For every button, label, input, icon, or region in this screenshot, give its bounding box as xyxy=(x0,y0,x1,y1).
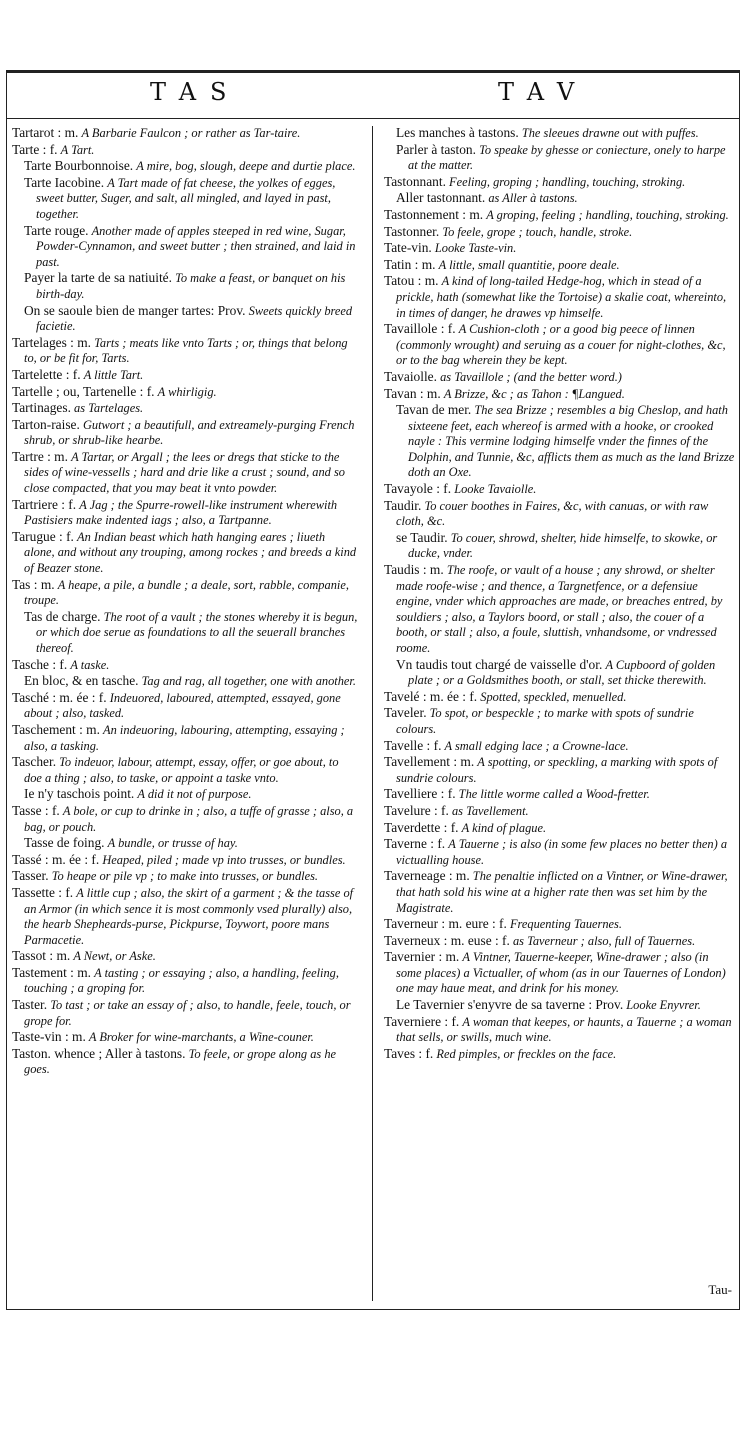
dictionary-entry xyxy=(384,820,736,837)
dictionary-entry xyxy=(12,1029,358,1046)
headword: Tassette : f. xyxy=(12,884,74,900)
dictionary-entry xyxy=(384,369,736,386)
headword: Taverneage : m. xyxy=(384,868,470,884)
definition: A woman that keepes, or haunts, a Tauerne ; a woman that sells, or swills, much wine. xyxy=(396,1014,732,1045)
sub-entry xyxy=(384,402,736,481)
headword: Tasche : f. xyxy=(12,656,68,672)
headword: Tassot : m. xyxy=(12,948,71,964)
definition: Looke Tavaiolle. xyxy=(454,482,537,497)
headword: Tastonner. xyxy=(384,223,440,239)
dictionary-entry xyxy=(384,754,736,786)
definition: A Broker for wine-marchants, a Wine-couner. xyxy=(88,1030,314,1045)
header-rule xyxy=(6,118,740,119)
sub-entry xyxy=(384,997,736,1014)
headword: Taverdette : f. xyxy=(384,819,459,835)
dictionary-entry xyxy=(384,868,736,916)
sub-entry xyxy=(384,657,736,689)
definition: A groping, feeling ; handling, touching, stroking. xyxy=(486,207,729,222)
definition: A little cup ; also, the skirt of a garment ; & the tasse of an Armor (in which sence it is most commonly vsed plurally) also, the hearb Shepheards-purse, Pickpurse, Toywort, poore mans Parmacetie. xyxy=(24,885,354,947)
headword: Tastement : m. xyxy=(12,964,92,980)
definition: A Cupboord of golden plate ; or a Goldsmithes booth, or stall, set thicke therewith. xyxy=(408,657,716,688)
dictionary-entry xyxy=(12,965,358,997)
definition: A Newt, or Aske. xyxy=(73,949,156,964)
headword: Tartelages : m. xyxy=(12,334,92,350)
dictionary-entry xyxy=(384,562,736,657)
definition: as Tavellement. xyxy=(451,803,529,818)
definition: The little worme called a Wood-fretter. xyxy=(458,787,650,802)
definition: A Tart. xyxy=(60,142,95,157)
headword: Taveler. xyxy=(384,705,427,721)
headword: Tavaiolle. xyxy=(384,368,437,384)
definition: Heaped, piled ; made vp into trusses, or bundles. xyxy=(102,852,346,867)
sub-entry xyxy=(384,125,736,142)
dictionary-entry xyxy=(12,449,358,497)
definition: A Brizze, &c ; as Tahon : ¶Langued. xyxy=(443,386,625,401)
dictionary-entry xyxy=(384,738,736,755)
right-running-head: TAV xyxy=(498,78,589,106)
dictionary-entry xyxy=(12,948,358,965)
definition: Red pimples, or freckles on the face. xyxy=(436,1046,617,1061)
sub-entry xyxy=(12,270,358,302)
dictionary-entry xyxy=(384,481,736,498)
definition: To tast ; or take an essay of ; also, to handle, feele, touch, or grope for. xyxy=(24,998,351,1028)
definition: as Taverneur ; also, full of Tauernes. xyxy=(512,933,696,948)
definition: A Cushion-cloth ; or a good big peece of linnen (commonly wrought) and seruing as a couer for night-clothes, &c, or to the bag wherein they be kept. xyxy=(396,322,726,368)
sub-entry xyxy=(384,530,736,562)
dictionary-entry xyxy=(12,400,358,417)
dictionary-entry xyxy=(12,657,358,674)
headword: Les manches à tastons. xyxy=(396,125,519,140)
definition: To heape or pile vp ; to make into trusses, or bundles. xyxy=(51,869,318,884)
definition: Indeuored, laboured, attempted, essayed, gone about ; also, tasked. xyxy=(24,690,341,721)
definition: Looke Taste-vin. xyxy=(434,241,517,256)
dictionary-entry xyxy=(384,836,736,868)
definition: Feeling, groping ; handling, touching, stroking. xyxy=(449,174,686,189)
headword: Tavelé : m. ée : f. xyxy=(384,688,478,704)
headword: Tas : m. xyxy=(12,576,55,592)
headword: Taston. whence ; Aller à tastons. xyxy=(12,1045,186,1061)
dictionary-entry xyxy=(384,1046,736,1063)
headword: Tarte Iacobine. xyxy=(24,174,105,190)
sub-entry xyxy=(12,786,358,803)
definition: An indeuoring, labouring, attempting, essaying ; also, a tasking. xyxy=(24,722,345,753)
definition: To indeuor, labour, attempt, essay, offer, or goe about, to doe a thing ; also, to taske, or appoint a taske vnto. xyxy=(24,755,339,785)
headword: Tassé : m. ée : f. xyxy=(12,851,100,867)
headword: Tatin : m. xyxy=(384,256,436,272)
definition: as Aller à tastons. xyxy=(488,191,578,206)
headword: Taudis : m. xyxy=(384,562,444,578)
right-column xyxy=(384,125,736,1305)
definition: A did it not of purpose. xyxy=(137,787,252,802)
definition: as Tartelages. xyxy=(74,401,144,416)
definition: A bundle, or trusse of hay. xyxy=(107,836,238,851)
dictionary-entry xyxy=(384,207,736,224)
definition: A little, small quantitie, poore deale. xyxy=(438,257,620,272)
definition: To couer, shrowd, shelter, hide himselfe, to skowke, or ducke, vnder. xyxy=(408,530,718,561)
headword: Tartinages. xyxy=(12,400,71,416)
headword: Tasse : f. xyxy=(12,802,60,818)
definition: as Tavaillole ; (and the better word.) xyxy=(440,369,622,384)
headword: Tavelle : f. xyxy=(384,737,442,753)
headword: Le Tavernier s'enyvre de sa taverne : Prov. xyxy=(396,997,624,1013)
headword: Tasché : m. ée : f. xyxy=(12,689,107,705)
headword: Aller tastonnant. xyxy=(396,190,486,206)
dictionary-entry xyxy=(384,1014,736,1046)
dictionary-entry xyxy=(12,142,358,159)
headword: Tavernier : m. xyxy=(384,949,460,965)
definition: Gutwort ; a beautifull, and extreamely-purging French shrub, or shrub-like hearbe. xyxy=(24,417,355,448)
dictionary-entry xyxy=(384,916,736,933)
definition: To make a feast, or banquet on his birth-day. xyxy=(36,271,346,301)
headword: Taverne : f. xyxy=(384,836,446,852)
definition: A mire, bog, slough, deepe and durtie place. xyxy=(136,159,356,174)
headword: Taverneur : m. eure : f. xyxy=(384,916,507,932)
definition: Sweets quickly breed facietie. xyxy=(36,303,353,334)
dictionary-entry xyxy=(12,497,358,529)
dictionary-entry xyxy=(12,690,358,722)
definition: A whirligig. xyxy=(157,384,217,399)
dictionary-entry xyxy=(12,1046,358,1078)
dictionary-entry xyxy=(384,705,736,737)
headword: Tasser. xyxy=(12,868,49,884)
definition: An Indian beast which hath hanging eares ; liueth alone, and without any trouping, among rockes ; and breeds a kind of Beazer stone. xyxy=(24,529,357,576)
dictionary-entry xyxy=(12,384,358,401)
dictionary-entry xyxy=(12,803,358,835)
headword: Taudir. xyxy=(384,497,422,513)
dictionary-entry xyxy=(384,273,736,321)
headword: En bloc, & en tasche. xyxy=(24,673,139,689)
dictionary-entry xyxy=(12,529,358,577)
definition: To speake by ghesse or coniecture, onely to harpe at the matter. xyxy=(408,142,726,173)
definition: Frequenting Tauernes. xyxy=(509,917,622,932)
headword: Ie n'y taschois point. xyxy=(24,786,135,802)
dictionary-entry xyxy=(384,803,736,820)
headword: Tastonnement : m. xyxy=(384,206,484,222)
headword: Taverniere : f. xyxy=(384,1013,460,1029)
headword: Tartre : m. xyxy=(12,448,68,464)
dictionary-entry xyxy=(384,240,736,257)
dictionary-entry xyxy=(384,689,736,706)
headword: Tavayole : f. xyxy=(384,481,452,497)
headword: Tasse de foing. xyxy=(24,835,105,851)
definition: A Barbarie Faulcon ; or rather as Tar-taire. xyxy=(81,126,301,140)
definition: A small edging lace ; a Crowne-lace. xyxy=(444,738,629,753)
dictionary-entry xyxy=(384,174,736,191)
dictionary-entry xyxy=(12,417,358,449)
definition: Spotted, speckled, menuelled. xyxy=(480,689,627,704)
definition: Another made of apples steeped in red wine, Sugar, Powder-Cynnamon, and sweet butter ; then strained, and laid in past. xyxy=(36,223,356,269)
sub-entry xyxy=(12,609,358,657)
definition: To spot, or bespeckle ; to marke with spots of sundrie colours. xyxy=(396,706,694,736)
headword: Taschement : m. xyxy=(12,721,100,737)
dictionary-entry xyxy=(384,933,736,950)
definition: A Jag ; the Spurre-rowell-like instrument wherewith Pastisiers make indented iags ; also, a Tartpanne. xyxy=(24,497,338,528)
sub-entry xyxy=(12,158,358,175)
headword: Tavelliere : f. xyxy=(384,786,456,802)
headword: Tavan de mer. xyxy=(396,402,472,418)
headword: Tartelette : f. xyxy=(12,366,81,382)
headword: Taves : f. xyxy=(384,1045,434,1061)
catchword: Tau- xyxy=(708,1282,732,1297)
dictionary-entry xyxy=(12,885,358,948)
definition: A Tartar, or Argall ; the lees or dregs that sticke to the sides of wine-vessells ; hard and drie like a crust ; sound, and so close compacted, that you may beat it vnto powder. xyxy=(24,449,345,496)
dictionary-entry xyxy=(12,868,358,885)
definition: To feele, or grope along as he goes. xyxy=(24,1046,337,1077)
definition: A Vintner, Tauerne-keeper, Wine-drawer ; also (in some places) a Victualler, of whom (as in our Tauernes of London) one may haue meat, and drink for his money. xyxy=(396,950,726,996)
dictionary-entry xyxy=(384,257,736,274)
dictionary-entry xyxy=(12,852,358,869)
dictionary-entry xyxy=(12,335,358,367)
sub-entry xyxy=(12,303,358,335)
definition: A heape, a pile, a bundle ; a deale, sort, rabble, companie, troupe. xyxy=(24,577,349,608)
sub-entry xyxy=(12,223,358,271)
definition: The roofe, or vault of a house ; any shrowd, or shelter made roofe-wise ; and thence, a Targnetfence, or a defensiue engine, vnder which approaches are made, or breaches entred, by souldiers ; also, a Taylors boord, or stall ; also, the couer of a booth, or stall ; also, a foule, sluttish, vnhandsome, or vndressed roome. xyxy=(396,563,723,655)
left-running-head: TAS xyxy=(150,78,241,106)
headword: Tarte : f. xyxy=(12,141,58,157)
definition: A spotting, or speckling, a marking with spots of sundrie colours. xyxy=(396,755,718,785)
headword: Tavellement : m. xyxy=(384,754,475,770)
sub-entry xyxy=(12,835,358,852)
definition: A tasting ; or essaying ; also, a handling, feeling, touching ; a groping for. xyxy=(24,965,339,996)
definition: The sleeues drawne out with puffes. xyxy=(521,126,699,140)
dictionary-entry xyxy=(12,754,358,786)
definition: The root of a vault ; the stones whereby it is begun, or which doe serue as foundations to all the seuerall branches thereof. xyxy=(36,609,358,655)
definition: A bole, or cup to drinke in ; also, a tuffe of grasse ; also, a bag, or pouch. xyxy=(24,803,354,834)
headword: Tatou : m. xyxy=(384,273,439,289)
headword: se Taudir. xyxy=(396,529,448,545)
headword: Taste-vin : m. xyxy=(12,1029,86,1045)
headword: Tavan : m. xyxy=(384,385,441,401)
definition: A kind of plague. xyxy=(461,820,547,835)
headword: Tartelle ; ou, Tartenelle : f. xyxy=(12,383,155,399)
headword: Tarton-raise. xyxy=(12,416,80,432)
column-divider xyxy=(372,126,373,1301)
definition: A Tart made of fat cheese, the yolkes of egges, sweet butter, Suger, and salt, all mingled, and layed in past, together. xyxy=(36,175,336,221)
dictionary-entry xyxy=(384,786,736,803)
definition: Tarts ; meats like vnto Tarts ; or, things that belong to, or be fit for, Tarts. xyxy=(24,335,348,366)
headword: On se saoule bien de manger tartes: Prov. xyxy=(24,302,246,318)
dictionary-entry xyxy=(12,577,358,609)
dictionary-entry xyxy=(12,367,358,384)
headword: Tas de charge. xyxy=(24,608,101,624)
dictionary-entry xyxy=(12,997,358,1029)
dictionary-entry xyxy=(384,224,736,241)
sub-entry xyxy=(12,673,358,690)
definition: A little Tart. xyxy=(83,367,144,382)
dictionary-entry xyxy=(384,949,736,997)
headword: Tastonnant. xyxy=(384,173,446,189)
dictionary-entry xyxy=(384,321,736,369)
headword: Payer la tarte de sa natiuité. xyxy=(24,270,172,286)
definition: Looke Enyvrer. xyxy=(626,998,701,1013)
definition: A Tauerne ; is also (in some few places no better then) a victualling house. xyxy=(396,837,728,867)
dictionary-entry xyxy=(12,125,358,142)
definition: Tag and rag, all together, one with another. xyxy=(141,674,356,689)
headword: Tavelure : f. xyxy=(384,802,449,818)
headword: Tarte rouge. xyxy=(24,222,89,238)
headword: Vn taudis tout chargé de vaisselle d'or. xyxy=(396,656,603,672)
dictionary-entry xyxy=(384,386,736,403)
definition: To couer boothes in Faires, &c, with canuas, or with raw cloth, &c. xyxy=(396,498,709,529)
headword: Tarugue : f. xyxy=(12,528,74,544)
sub-entry xyxy=(384,142,736,174)
dictionary-entry xyxy=(12,722,358,754)
headword: Tartarot : m. xyxy=(12,125,79,140)
definition: A kind of long-tailed Hedge-hog, which in stead of a prickle, hath (somewhat like the Tortoise) a skalie coat, whereinto, in times of danger, he drawes vp himselfe. xyxy=(396,274,727,320)
dictionary-entry xyxy=(384,498,736,530)
sub-entry xyxy=(384,190,736,207)
sub-entry xyxy=(12,175,358,223)
headword: Tartriere : f. xyxy=(12,496,77,512)
headword: Tate-vin. xyxy=(384,240,432,256)
headword: Parler à taston. xyxy=(396,141,476,157)
headword: Tascher. xyxy=(12,754,57,770)
definition: The penaltie inflicted on a Vintner, or Wine-drawer, that hath sold his wine at a higher rate then was set him by the Magistrate. xyxy=(396,869,728,915)
left-column xyxy=(12,125,358,1305)
headword: Taverneux : m. euse : f. xyxy=(384,932,510,948)
definition: To feele, grope ; touch, handle, stroke. xyxy=(442,224,633,239)
definition: The sea Brizze ; resembles a big Cheslop, and hath sixteene feet, each whereof is armed with a hooke, or crooked nayle : This vermine lodging himselfe vnder the finnes of the Dolphin, and Tunnie, &c, afflicts them as much as the land Brizze doth an Oxe. xyxy=(408,403,735,480)
headword: Taster. xyxy=(12,997,48,1013)
definition: A taske. xyxy=(70,657,110,672)
headword: Tarte Bourbonnoise. xyxy=(24,158,134,174)
headword: Tavaillole : f. xyxy=(384,321,456,337)
